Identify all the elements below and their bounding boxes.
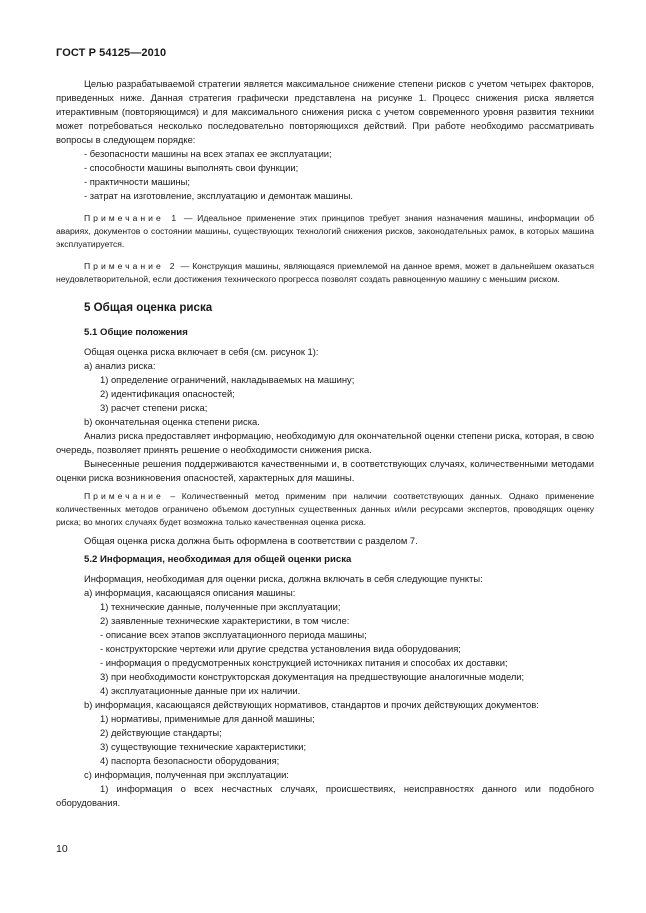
list-item: 2) действующие стандарты; bbox=[100, 727, 222, 738]
note-1 bbox=[56, 212, 594, 251]
list-item: 2) заявленные технические характеристики, в том числе: bbox=[100, 615, 350, 626]
list-item: 3) существующие технические характеристики; bbox=[100, 741, 307, 752]
list-item: 2) идентификация опасностей; bbox=[100, 388, 235, 399]
list-item: 1) технические данные, полученные при эксплуатации; bbox=[100, 601, 341, 612]
intro-paragraph: Целью разрабатываемой стратегии является максимальное снижение степени рисков с учетом четырех факторов, приведенных ниже. Данная стратегия графически представлена на рисунке 1. Процесс снижения риска является итерактивным (повторяющимся) и для максимального снижения риска с учетом современного уровня развития техники может потребоваться несколько последовательно повторяющихся действий. При работе необходимо рассматривать вопросы в следующем порядке: bbox=[56, 78, 594, 145]
list-item: b) окончательная оценка степени риска. bbox=[84, 416, 260, 427]
paragraph: Информация, необходимая для оценки риска, должна включать в себя следующие пункты: bbox=[84, 573, 483, 584]
list-item: b) информация, касающаяся действующих нормативов, стандартов и прочих действующих документов: bbox=[84, 699, 539, 710]
note-label: Примечание 1 bbox=[84, 213, 180, 223]
paragraph: Общая оценка риска должна быть оформлена в соответствии с разделом 7. bbox=[84, 535, 418, 546]
list-item: 3) расчет степени риска; bbox=[100, 402, 208, 413]
list-item: 4) эксплуатационные данные при их наличии. bbox=[100, 685, 301, 696]
intro-item: - безопасности машины на всех этапах ее эксплуатации; bbox=[84, 148, 332, 159]
list-item: а) информация, касающаяся описания машины: bbox=[84, 587, 296, 598]
note-text: — Конструкция машины, являющаяся приемлемой на данное время, может в дальнейшем оказаться неудовлетворительной, если достижения технического прогресса позволят создать равноценную машину с меньшим риском. bbox=[56, 261, 595, 284]
list-item: - информация о предусмотренных конструкцией источниках питания и способах их доставки; bbox=[100, 657, 508, 668]
note-2 bbox=[56, 260, 594, 286]
list-item: 3) при необходимости конструкторская документация на предшествующие аналогичные модели; bbox=[100, 671, 525, 682]
list-item: а) анализ риска: bbox=[84, 360, 156, 371]
paragraph: Общая оценка риска включает в себя (см. рисунок 1): bbox=[84, 346, 319, 357]
list-item: 1) определение ограничений, накладываемых на машину; bbox=[100, 374, 355, 385]
list-item: 1) нормативы, применимые для данной машины; bbox=[100, 713, 315, 724]
note-text: — Идеальное применение этих принципов требует знания назначения машины, информации об авариях, документов о состоянии машины, существующих технологий снижения рисков, законодательных рамок, в которых машина эксплуатируется. bbox=[56, 213, 594, 249]
standard-header: ГОСТ Р 54125—2010 bbox=[56, 47, 167, 59]
section-5-title: 5 Общая оценка риска bbox=[84, 301, 213, 314]
intro-item: - затрат на изготовление, эксплуатацию и демонтаж машины. bbox=[84, 190, 353, 201]
list-item: - конструкторские чертежи или другие средства установления вида оборудования; bbox=[100, 643, 461, 654]
intro-item: - способности машины выполнять свои функции; bbox=[84, 162, 299, 173]
section-5-2-title: 5.2 Информация, необходимая для общей оценки риска bbox=[84, 554, 352, 565]
section-5-1-title: 5.1 Общие положения bbox=[84, 327, 188, 338]
list-item: c) информация, полученная при эксплуатации: bbox=[84, 769, 289, 780]
list-item: - описание всех этапов эксплуатационного периода машины; bbox=[100, 629, 367, 640]
note-label: Примечание bbox=[84, 491, 164, 501]
paragraph: Вынесенные решения поддерживаются качественными и, в соответствующих случаях, количественными методами оценки риска возникновения опасностей, характерных для машины. bbox=[56, 458, 594, 483]
note-text: – Количественный метод применим при наличии соответствующих данных. Однако применение количественных методов ограничено объемом доступных существенных данных и/или ресурсами экспертов, проводящих оценку риска; во многих случаях будет возможна только качественная оценка риска. bbox=[56, 491, 594, 527]
paragraph: Анализ риска предоставляет информацию, необходимую для окончательной оценки степени риска, которая, в свою очередь, позволяет принять решение о необходимости снижения риска. bbox=[56, 430, 594, 455]
note-3 bbox=[56, 490, 594, 529]
list-item: 4) паспорта безопасности оборудования; bbox=[100, 755, 280, 766]
note-label: Примечание 2 bbox=[84, 261, 178, 271]
list-item: 1) информация о всех несчастных случаях, происшествиях, неисправностях данного или подобного оборудования. bbox=[56, 783, 594, 808]
intro-item: - практичности машины; bbox=[84, 176, 191, 187]
page-content bbox=[56, 77, 594, 810]
page-number: 10 bbox=[56, 843, 68, 855]
